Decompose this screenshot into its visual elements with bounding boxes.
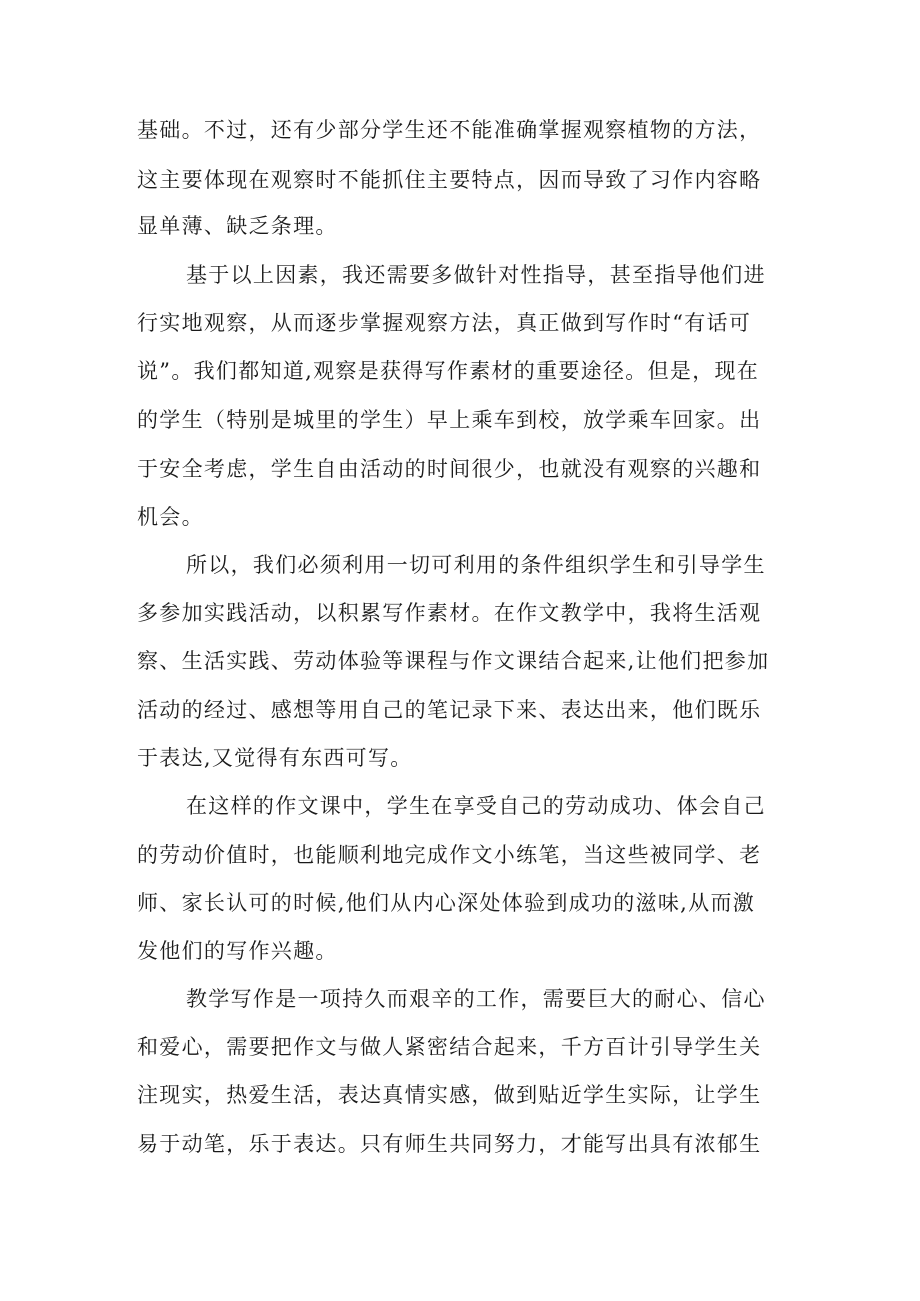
text-line: 说”。我们都知道,观察是获得写作素材的重要途径。但是，现在 — [137, 359, 760, 383]
text-line: 于安全考虑，学生自由活动的时间很少，也就没有观察的兴趣和 — [137, 457, 762, 481]
text-line: 师、家长认可的时候,他们从内心深处体验到成功的滋味,从而激 — [137, 891, 756, 915]
text-line: 基础。不过，还有少部分学生还不能准确掌握观察植物的方法， — [137, 118, 762, 142]
paragraph-first-line: 所以，我们必须利用一切可利用的条件组织学生和引导学生 — [186, 553, 766, 577]
paragraph-first-line: 教学写作是一项持久而艰辛的工作，需要巨大的耐心、信心 — [186, 987, 766, 1011]
text-line: 显单薄、缺乏条理。 — [137, 214, 338, 238]
text-line: 机会。 — [137, 505, 204, 529]
paragraph-first-line: 基于以上因素，我还需要多做针对性指导，甚至指导他们进 — [186, 263, 766, 287]
text-line: 行实地观察，从而逐步掌握观察方法，真正做到写作时“有话可 — [137, 311, 752, 335]
text-line: 于表达,又觉得有东西可写。 — [137, 746, 413, 770]
text-line: 注现实，热爱生活，表达真情实感，做到贴近学生实际，让学生 — [137, 1083, 762, 1107]
text-line: 的学生（特别是城里的学生）早上乘车到校，放学乘车回家。出 — [137, 408, 762, 432]
text-line: 活动的经过、感想等用自己的笔记录下来、表达出来，他们既乐 — [137, 698, 762, 722]
text-line: 这主要体现在观察时不能抓住主要特点，因而导致了习作内容略 — [137, 168, 762, 192]
text-line: 的劳动价值时，也能顺利地完成作文小练笔，当这些被同学、老 — [137, 843, 762, 867]
text-line: 易于动笔，乐于表达。只有师生共同努力，才能写出具有浓郁生 — [137, 1132, 762, 1156]
text-line: 和爱心，需要把作文与做人紧密结合起来，千方百计引导学生关 — [137, 1035, 762, 1059]
text-line: 察、生活实践、劳动体验等课程与作文课结合起来,让他们把参加 — [137, 649, 770, 673]
text-line: 多参加实践活动，以积累写作素材。在作文教学中，我将生活观 — [137, 601, 762, 625]
text-line: 发他们的写作兴趣。 — [137, 939, 338, 963]
paragraph-first-line: 在这样的作文课中，学生在享受自己的劳动成功、体会自己 — [186, 794, 766, 818]
